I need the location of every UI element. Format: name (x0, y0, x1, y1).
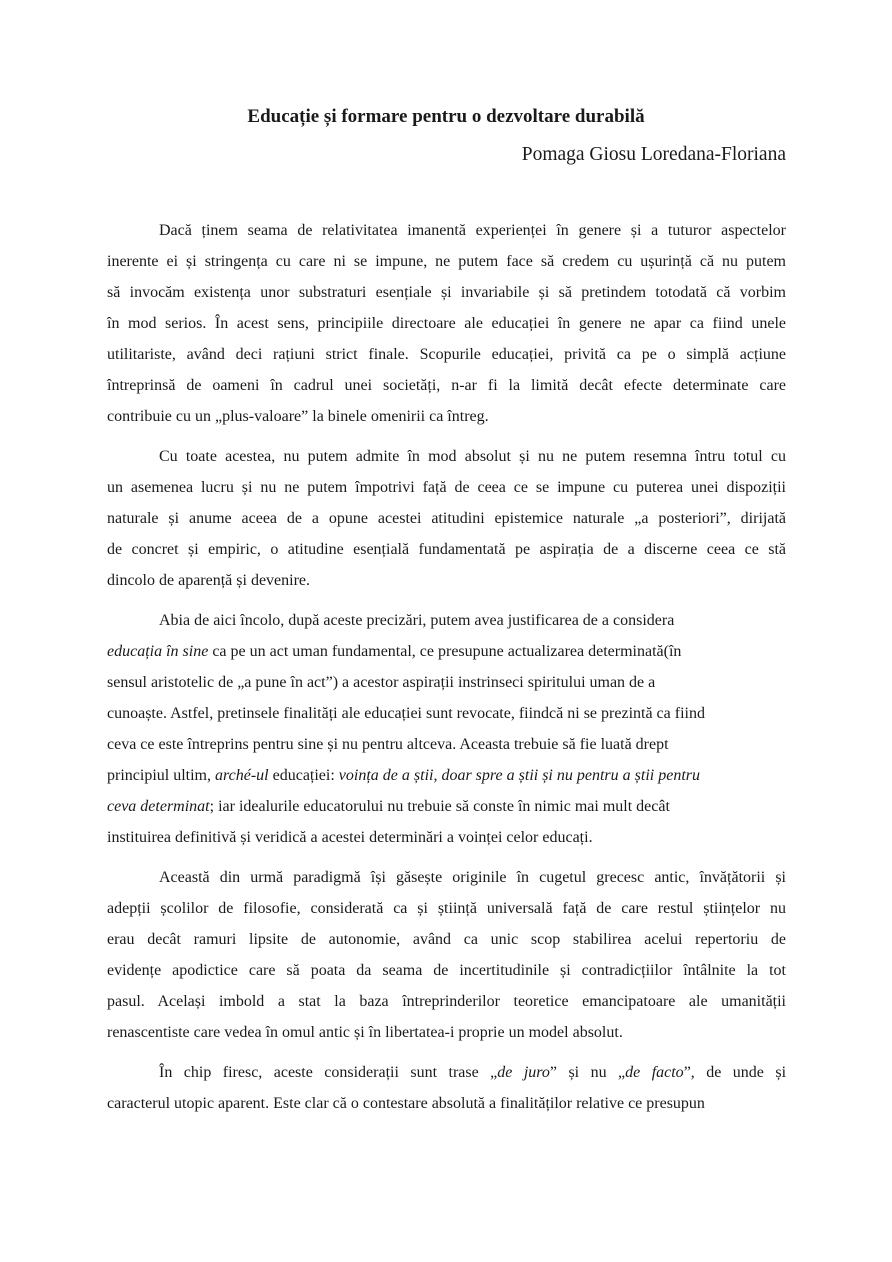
italic-text: arché-ul (215, 767, 269, 784)
text-segment: un asemenea lucru și nu ne putem împotrivi față de ceea ce se impune cu puterea unei dispoziții (107, 479, 786, 496)
text-segment: utilitariste, având deci rațiuni strict finale. Scopurile educației, privită ca pe o simplă acțiune (107, 346, 786, 363)
text-segment: sensul aristotelic de „a pune în act”) a acestor aspirații instrinseci spiritului uman de a (107, 674, 656, 691)
text-segment: renascentiste care vedea în omul antic și în libertatea-i proprie un model absolut. (107, 1024, 623, 1041)
text-segment: naturale și anume aceea de a opune acestei atitudini epistemice naturale „a posteriori”, dirijată (107, 510, 786, 527)
text-line (107, 765, 786, 796)
text-line (107, 1062, 786, 1093)
italic-text: educația în sine (107, 643, 209, 660)
text-segment: cunoaște. Astfel, pretinsele finalități ale educației sunt revocate, fiindcă ni se prezintă ca fiind (107, 705, 705, 722)
text-line (107, 898, 786, 929)
text-segment: caracterul utopic aparent. Este clar că o contestare absolută a finalităților relative ce presupun (107, 1095, 705, 1112)
text-segment: dincolo de aparență și devenire. (107, 572, 311, 589)
text-line (107, 251, 786, 282)
text-segment: în mod serios. În acest sens, principiile directoare ale educației în genere ne apar ca fiind unele (107, 315, 786, 332)
document-author: Pomaga Giosu Loredana-Floriana (521, 144, 786, 165)
text-segment: contribuie cu un „plus-valoare” la binele omenirii ca întreg. (107, 408, 489, 425)
text-line (107, 929, 786, 960)
text-line (107, 375, 786, 406)
text-line (107, 477, 786, 508)
text-line (107, 796, 786, 827)
text-segment: Această din urmă paradigmă își găsește originile în cugetul grecesc antic, învățătorii și (159, 869, 786, 886)
text-segment: întreprinsă de oameni în cadrul unei societăți, n-ar fi la limită decât efecte determinate care (107, 377, 786, 394)
text-segment: instituirea definitivă și veridică a acestei determinări a voinței celor educați. (107, 829, 593, 846)
text-line (107, 610, 786, 641)
text-segment: ” și nu „ (549, 1064, 626, 1081)
document-title: Educație și formare pentru o dezvoltare durabilă (247, 106, 645, 127)
italic-text: de juro (497, 1064, 550, 1081)
text-segment: educației: (268, 767, 339, 784)
text-segment: ; iar idealurile educatorului nu trebuie să conste în nimic mai mult decât (209, 798, 670, 815)
text-segment: principiul ultim, (107, 767, 215, 784)
text-line (107, 703, 786, 734)
text-segment: Abia de aici încolo, după aceste precizări, putem avea justificarea de a considera (159, 612, 675, 629)
document-body (107, 220, 786, 1133)
text-segment: evidențe apodictice care să poata da seama de incertitudinile și contradicțiilor întâlnite la tot (107, 962, 786, 979)
text-segment: erau decât ramuri lipsite de autonomie, având ca unic scop stabilirea acelui repertoriu de (107, 931, 786, 948)
paragraph (107, 446, 786, 601)
text-line (107, 1093, 786, 1124)
paragraph (107, 220, 786, 437)
paragraph (107, 1062, 786, 1124)
text-segment: să invocăm existența unor substraturi esențiale și invariabile și să pretindem totodată că vorbim (107, 284, 786, 301)
text-line (107, 1022, 786, 1053)
paragraph (107, 610, 786, 858)
text-line (107, 406, 786, 437)
text-segment: ca pe un act uman fundamental, ce presupune actualizarea determinată(în (208, 643, 682, 660)
text-line (107, 282, 786, 313)
italic-text: de facto (625, 1064, 684, 1081)
text-segment: ”, de unde și (683, 1064, 787, 1081)
text-line (107, 508, 786, 539)
text-segment: Cu toate acestea, nu putem admite în mod absolut și nu ne putem resemna întru totul cu (159, 448, 786, 465)
text-line (107, 313, 786, 344)
text-line (107, 220, 786, 251)
text-line (107, 672, 786, 703)
text-segment: Dacă ținem seama de relativitatea imanentă experienței în genere și a tuturor aspectelor (159, 222, 786, 239)
text-line (107, 734, 786, 765)
text-line (107, 867, 786, 898)
text-segment: inerente ei și stringența cu care ni se impune, ne putem face să credem cu ușurință că nu putem (107, 253, 786, 270)
paragraph (107, 867, 786, 1053)
text-line (107, 641, 786, 672)
text-line (107, 991, 786, 1022)
text-segment: În chip firesc, aceste considerații sunt trase „ (159, 1064, 498, 1081)
text-segment: pasul. Același imbold a stat la baza întreprinderilor teoretice emancipatoare ale umanității (107, 993, 786, 1010)
text-segment: ceva ce este întreprins pentru sine și nu pentru altceva. Aceasta trebuie să fie luată drept (107, 736, 669, 753)
text-line (107, 570, 786, 601)
text-line (107, 344, 786, 375)
italic-text: ceva determinat (107, 798, 210, 815)
text-segment: de concret și empiric, o atitudine esențială fundamentată pe aspirația de a discerne ceea ce stă (107, 541, 786, 558)
italic-text: voința de a știi, doar spre a știi și nu pentru a știi pentru (338, 767, 700, 784)
text-line (107, 539, 786, 570)
text-segment: adepții școlilor de filosofie, considerată ca și știință universală față de care restul științelor nu (107, 900, 786, 917)
text-line (107, 827, 786, 858)
text-line (107, 446, 786, 477)
text-line (107, 960, 786, 991)
